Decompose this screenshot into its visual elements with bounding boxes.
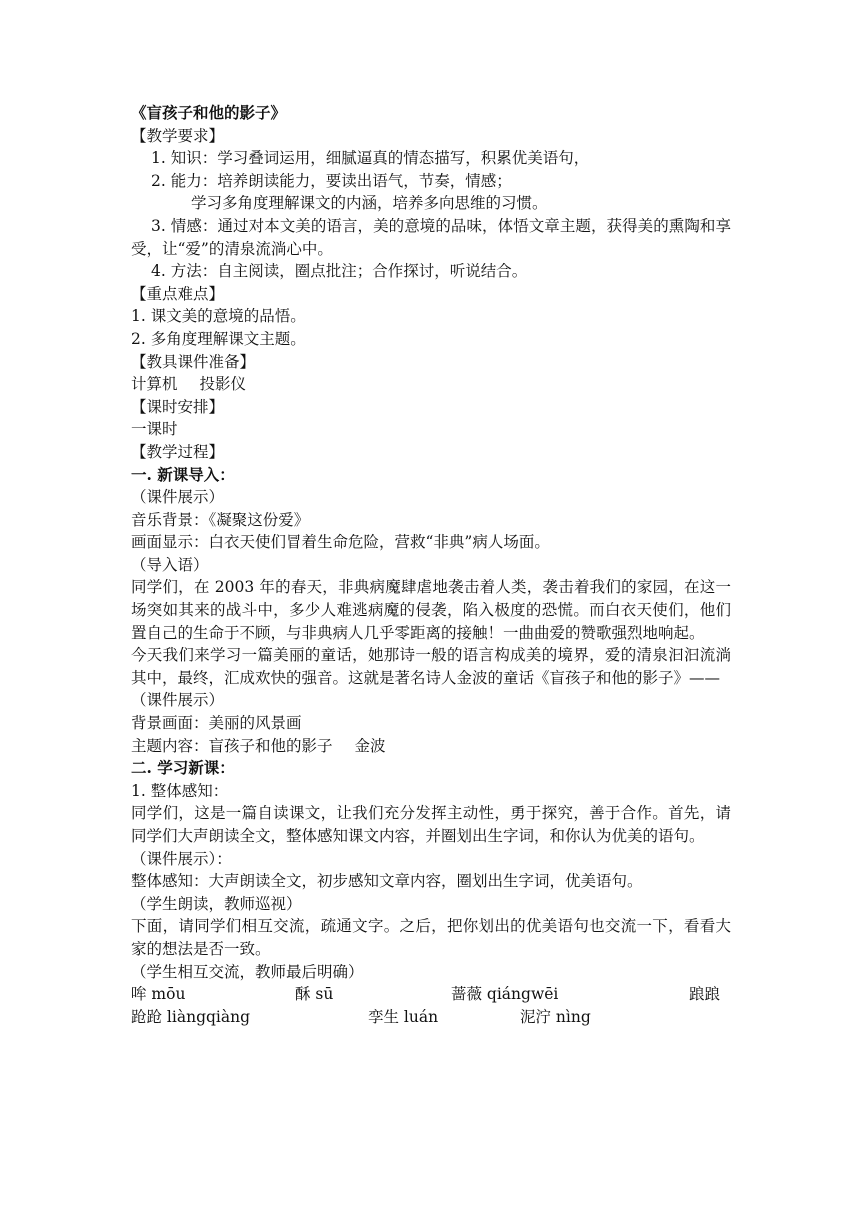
schedule-value: 一课时	[131, 420, 178, 439]
requirement-item-2-cont: 学习多角度理解课文的内涵，培养多向思维的习惯。	[191, 194, 548, 213]
vocab-item: 泥泞 nìng	[520, 1007, 591, 1026]
intro-paragraph-2: 今天我们来学习一篇美丽的童话，她那诗一般的语言构成美的境界，爱的清泉汩汩流淌其中，最终，汇成欢快的强音。这就是著名诗人金波的童话《盲孩子和他的影子》——	[131, 646, 731, 687]
new-lesson-sub-1: 1. 整体感知：	[131, 781, 229, 800]
new-lesson-line-4: （学生相互交流，教师最后明确）	[131, 962, 364, 981]
requirement-item-4: 4. 方法：自主阅读，圈点批注；合作探讨，听说结合。	[151, 262, 528, 281]
theme-label: 主题内容：盲孩子和他的影子	[131, 736, 333, 755]
vocab-row-1	[131, 983, 731, 1006]
tools-line	[131, 373, 731, 396]
keypoint-item-1: 1. 课文美的意境的品悟。	[131, 307, 306, 326]
section-heading-process: 【教学过程】	[131, 442, 225, 461]
new-lesson-line-3: （学生朗读，教师巡视）	[131, 894, 302, 913]
subsection-heading-new-lesson: 二. 学习新课：	[131, 758, 235, 778]
requirement-item-2: 2. 能力：培养朗读能力，要读出语气，节奏，情感；	[151, 171, 512, 190]
section-heading-schedule: 【课时安排】	[131, 397, 225, 416]
subsection-heading-intro: 一. 新课导入：	[131, 464, 235, 484]
new-lesson-paragraph-1: 同学们，这是一篇自读课文，让我们充分发挥主动性，勇于探究，善于合作。首先，请同学们大声朗读全文，整体感知课文内容，并圈划出生字词，和你认为优美的语句。	[131, 804, 731, 845]
tool-projector: 投影仪	[199, 375, 247, 394]
document-page	[131, 102, 731, 1028]
section-heading-requirements: 【教学要求】	[131, 126, 225, 145]
vocab-row-2	[131, 1006, 731, 1029]
vocab-item: 跄跄 liàngqiàng	[131, 1007, 251, 1026]
intro-line-6: 背景画面：美丽的风景画	[131, 714, 302, 733]
vocab-item: 哞 mōu	[131, 985, 186, 1004]
intro-paragraph-1: 同学们，在 2003 年的春天，非典病魔肆虐地袭击着人类，袭击着我们的家园，在这一场突如其来的战斗中，多少人难逃病魔的侵袭，陷入极度的恐慌。而白衣天使们，他们置自己的生命于不顾，与非典病人几乎零距离的接触！一曲曲爱的赞歌强烈地响起。	[131, 578, 731, 642]
document-title: 《盲孩子和他的影子》	[131, 103, 287, 122]
intro-theme-line	[131, 735, 731, 758]
vocab-item: 孪生 luán	[368, 1007, 439, 1026]
keypoint-item-2: 2. 多角度理解课文主题。	[131, 329, 306, 348]
section-heading-keypoints: 【重点难点】	[131, 284, 225, 303]
theme-author: 金波	[354, 736, 386, 755]
intro-line-2: 音乐背景：《凝聚这份爱》	[131, 510, 310, 529]
intro-line-1: （课件展示）	[131, 488, 225, 507]
section-heading-tools: 【教具课件准备】	[131, 352, 256, 371]
intro-line-5: （课件展示）	[131, 691, 225, 710]
intro-line-3: 画面显示：白衣天使们冒着生命危险，营救“非典”病人场面。	[131, 533, 550, 552]
new-lesson-line-1: （课件展示）：	[131, 849, 232, 868]
intro-line-4: （导入语）	[131, 555, 209, 574]
new-lesson-line-2: 整体感知：大声朗读全文，初步感知文章内容，圈划出生字词，优美语句。	[131, 872, 643, 891]
requirement-item-3: 3. 情感：通过对本文美的语言，美的意境的品味，体悟文章主题，获得美的熏陶和享受，让“爱”的清泉流淌心中。	[131, 216, 731, 258]
vocab-item: 蔷薇 qiángwēi	[451, 985, 559, 1004]
vocab-item: 酥 sū	[295, 985, 334, 1004]
new-lesson-paragraph-2: 下面，请同学们相互交流，疏通文字。之后，把你划出的优美语句也交流一下，看看大家的想法是否一致。	[131, 917, 731, 958]
tool-computer: 计算机	[131, 375, 178, 394]
requirement-item-1: 1. 知识：学习叠词运用，细腻逼真的情态描写，积累优美语句，	[151, 149, 590, 168]
vocab-item: 踉踉	[689, 985, 721, 1004]
